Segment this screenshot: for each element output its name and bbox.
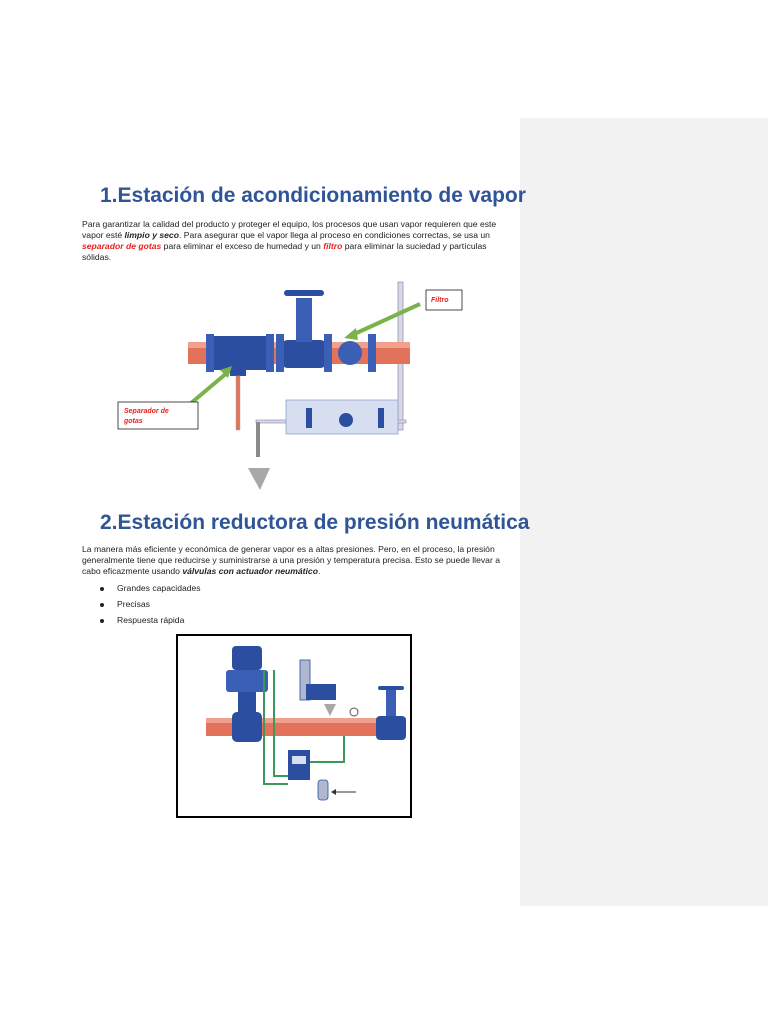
highlight-text: filtro	[323, 241, 343, 251]
text-run: Para garantizar la calidad del producto y proteger el equipo, los procesos que usan vapor requieren que este vapor esté	[82, 219, 497, 240]
steam-trap-icon	[339, 413, 353, 427]
bullet-icon	[100, 619, 104, 623]
pressure-controller-icon	[288, 750, 310, 780]
arrowhead-icon	[344, 328, 358, 340]
list-item-text: Precisas	[117, 599, 150, 609]
valve-icon	[306, 408, 312, 428]
list-item	[100, 599, 201, 615]
arrow-to-filter	[350, 304, 420, 336]
text-run: para eliminar la suciedad y partículas sólidas.	[82, 241, 487, 262]
drop-separator-body	[210, 336, 270, 370]
text-run: para eliminar el exceso de humedad y un	[161, 241, 324, 251]
section-2-title: 2.Estación reductora de presión neumática	[100, 511, 530, 534]
separador-label-line1: Separador de	[124, 408, 169, 415]
text-run: .	[317, 566, 321, 576]
valve-icon	[378, 408, 384, 428]
filtro-label: Filtro	[431, 297, 449, 304]
controller-display	[292, 756, 306, 764]
list-item-text: Grandes capacidades	[117, 583, 201, 593]
valve-stem	[296, 298, 312, 342]
bold-text: válvulas con actuador neumático	[182, 566, 318, 576]
text-run: La manera más eficiente y económica de generar vapor es a altas presiones. Pero, en el proceso, la presión generalmente tiene que reducirse y suministrarse a una presión y temperatura precisa. Esto se puede llevar a cabo eficazmente usando	[82, 544, 500, 576]
control-valve-body	[232, 712, 262, 742]
flange	[266, 334, 274, 372]
handwheel-icon	[378, 686, 404, 690]
globe-valve-body	[280, 340, 328, 368]
drain-funnel-icon	[248, 468, 270, 490]
separator-outlet	[230, 370, 246, 376]
actuator-yoke	[226, 670, 268, 692]
list-item	[100, 615, 201, 631]
handwheel-icon	[284, 290, 324, 296]
text-run: . Para asegurar que el vapor llega al proceso en condiciones correctas, se usa un	[178, 230, 490, 240]
steam-conditioning-diagram	[110, 280, 470, 495]
bullet-icon	[100, 603, 104, 607]
section-1-paragraph	[82, 219, 512, 263]
safety-valve-body	[306, 684, 336, 700]
arrow-to-separator	[190, 372, 228, 404]
bold-text: limpio y seco	[124, 230, 179, 240]
section-1-title: 1.Estación de acondicionamiento de vapor	[100, 184, 526, 207]
list-item-text: Respuesta rápida	[117, 615, 185, 625]
funnel-pipe	[256, 422, 260, 457]
list-item	[100, 583, 201, 599]
section-2-paragraph	[82, 544, 512, 577]
drain-pipe	[236, 376, 240, 430]
highlight-text: separador de gotas	[82, 241, 162, 251]
pressure-reducing-station-diagram	[176, 634, 412, 818]
pneumatic-actuator-icon	[232, 646, 262, 670]
pressure-gauge-icon	[350, 708, 358, 716]
feature-list	[100, 583, 201, 631]
separador-label-line2: gotas	[124, 418, 143, 425]
flange	[206, 334, 214, 372]
isolation-valve-body	[376, 716, 406, 740]
flange	[324, 334, 332, 372]
valve-stem	[386, 688, 396, 718]
strainer-filter-body	[338, 341, 362, 365]
air-filter-regulator-icon	[318, 780, 328, 800]
bullet-icon	[100, 587, 104, 591]
flange	[368, 334, 376, 372]
flange	[276, 334, 284, 372]
comment-margin-pane	[520, 118, 768, 906]
